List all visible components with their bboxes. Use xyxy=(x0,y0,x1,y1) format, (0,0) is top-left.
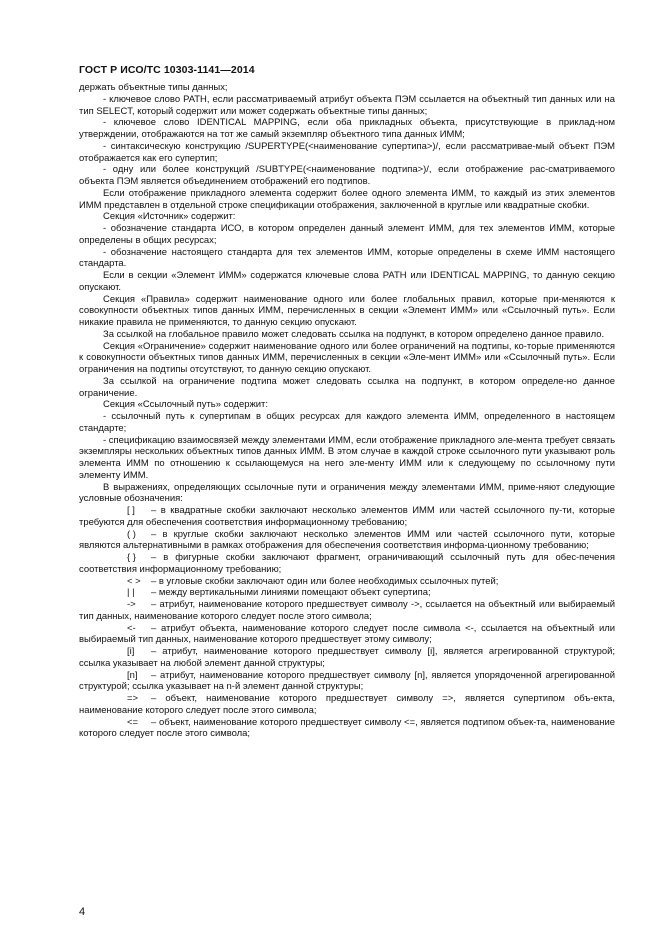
notation-symbol: | | xyxy=(127,587,135,599)
paragraph: Секция «Источник» содержит: xyxy=(103,211,236,223)
list-item: - ссылочный путь к супертипам в общих ресурсах для каждого элемента ИММ, определенного в настоящем стандарте; xyxy=(79,411,615,434)
notation-symbol: <- xyxy=(127,622,136,634)
notation-symbol: < > xyxy=(127,575,141,587)
list-item: - ключевое слово PATH, если рассматриваемый атрибут объекта ПЭМ ссылается на объектный тип данных или на тип SELECT, который содержит или может содержать объектные типы данных; xyxy=(79,93,615,117)
notation-item xyxy=(79,529,615,553)
notation-item xyxy=(79,670,615,694)
notation-item xyxy=(79,646,615,670)
notation-text: – объект, наименование которого предшествует символу <=, является подтипом объек-та, наименование которого следует после этого символа; xyxy=(79,716,615,740)
paragraph: Секция «Ссылочный путь» содержит: xyxy=(103,399,268,411)
list-item: - ключевое слово IDENTICAL MAPPING, если оба прикладных объекта, присутствующие в приклад-ном утверждении, отображаются на тот же самый экземпляр объектного типа данных ИММ; xyxy=(79,117,615,140)
notation-text: – в квадратные скобки заключают несколько элементов ИММ или частей ссылочного пу-ти, которые требуются для обеспечения соответствия информационному требованию; xyxy=(79,505,615,528)
list-item: - спецификацию взаимосвязей между элементами ИММ, если отображение прикладного эле-мента требует связать экземпляры нескольких объектных типов данных ИММ. В этом случае в каждой строке ссылочного пути указывают роль элемента ИММ по отношению к ссылающемуся на него эле-менту ИММ или к следующему по ссылочному пути элементу ИММ. xyxy=(79,434,615,481)
paragraph: Если отображение прикладного элемента содержит более одного элемента ИММ, то каждый из этих элементов ИММ представлен в отдельной строке спецификации отображения, заключенной в круглые или квадратные скобки. xyxy=(79,187,615,211)
body-text xyxy=(79,82,615,740)
notation-symbol: <= xyxy=(127,716,139,728)
notation-text: – в фигурные скобки заключают фрагмент, ограничивающий ссылочный путь для обес-печения соответствия информационному требованию; xyxy=(79,552,615,575)
paragraph: В выражениях, определяющих ссылочные пути и ограничения между элементами ИММ, приме-няют следующие условные обозначения: xyxy=(79,481,615,505)
page-number: 4 xyxy=(79,906,86,918)
notation-text: – атрибут, наименование которого предшествует символу [i], является агрегированной структурой; ссылка указывает на любой элемент данной структуры; xyxy=(79,646,615,669)
page-header-standard-code: ГОСТ Р ИСО/ТС 10303-1141—2014 xyxy=(79,64,255,76)
notation-item xyxy=(79,587,615,599)
paragraph: Секция «Правила» содержит наименование одного или более глобальных правил, которые при-меняются к совокупности объектных типов данных ИММ, перечисленных в секции «Элемент ИММ» или «Ссылочный путь». Если никакие правила не применяются, то данную секцию опускают. xyxy=(79,293,615,328)
notation-symbol: [n] xyxy=(127,669,138,681)
notation-item xyxy=(79,552,615,576)
notation-item xyxy=(79,623,615,647)
notation-symbol: [i] xyxy=(127,646,135,657)
notation-item xyxy=(79,576,615,588)
notation-symbol: { } xyxy=(127,552,136,563)
notation-symbol: ( ) xyxy=(127,528,136,540)
list-item: - обозначение настоящего стандарта для тех элементов ИММ, которые определены в схеме ИММ настоящего стандарта. xyxy=(79,246,615,270)
notation-text: – атрибут объекта, наименование которого следует после символа <-, ссылается на объектный или выбираемый тип данных, наименование которого предшествует этому символу; xyxy=(79,622,615,646)
notation-symbol: [ ] xyxy=(127,505,135,516)
paragraph: держать объектные типы данных; xyxy=(79,82,228,93)
paragraph: Секция «Ограничение» содержит наименование одного или более ограничений на подтипы, ко-торые применяются к совокупности объектных типов данных ИММ, перечисленных в секции «Эле-мент ИММ» или «Ссылочный путь». Если ограничения на подтипы отсутствуют, то данную секцию опускают. xyxy=(79,340,615,375)
notation-item xyxy=(79,717,615,741)
notation-text: – атрибут, наименование которого предшествует символу ->, ссылается на объектный или выбираемый тип данных, наименование которого следует после этого символа; xyxy=(79,599,615,622)
notation-text: – в угловые скобки заключают один или более необходимых ссылочных путей; xyxy=(151,575,499,587)
notation-text: – объект, наименование которого предшествует символу =>, является супертипом объ-екта, наименование которого следует после этого символа; xyxy=(79,693,615,716)
notation-item xyxy=(79,505,615,529)
notation-text: – атрибут, наименование которого предшествует символу [n], является упорядоченной агрегированной структурой; ссылка указывает на n-й элемент данной структуры; xyxy=(79,669,615,693)
paragraph: За ссылкой на ограничение подтипа может следовать ссылка на подпункт, в котором определе-но данное ограничение. xyxy=(79,375,615,399)
notation-symbol: => xyxy=(127,693,139,704)
list-item: - одну или более конструкций /SUBTYPE(<наименование подтипа>)/, если отображение рас-сматриваемого объекта ПЭМ является объединением отображений его подтипов. xyxy=(79,164,615,187)
notation-symbol: -> xyxy=(127,599,136,610)
list-item: - синтаксическую конструкцию /SUPERTYPE(<наименование супертипа>)/, если рассматривае-мый объект ПЭМ отображается как его супертип; xyxy=(79,140,615,164)
list-item: - обозначение стандарта ИСО, в котором определен данный элемент ИММ, для тех элементов ИММ, которые определены в общих ресурсах; xyxy=(79,223,615,246)
notation-item xyxy=(79,599,615,623)
notation-text: – в круглые скобки заключают несколько элементов ИММ или частей ссылочного пути, которые являются альтернативными в рамках отображения для обеспечения соответствия информа-ционному требованию; xyxy=(79,528,615,552)
notation-text: – между вертикальными линиями помещают объект супертипа; xyxy=(151,587,431,599)
paragraph: Если в секции «Элемент ИММ» содержатся ключевые слова PATH или IDENTICAL MAPPING, то данную секцию опускают. xyxy=(79,270,615,293)
paragraph: За ссылкой на глобальное правило может следовать ссылка на подпункт, в котором определено данное правило. xyxy=(103,328,605,340)
notation-item xyxy=(79,693,615,717)
